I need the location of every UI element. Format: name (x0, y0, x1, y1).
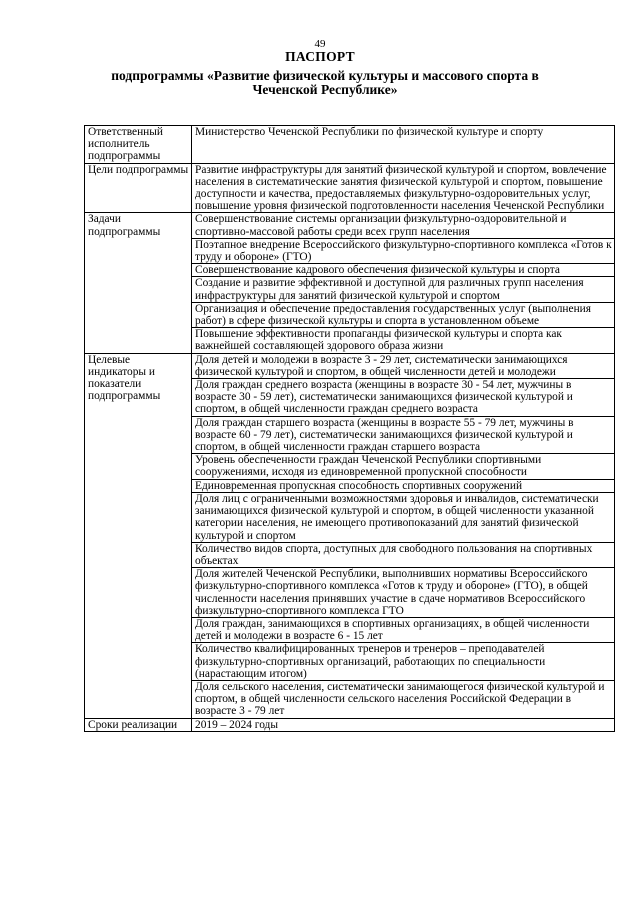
task-item-cell (192, 213, 615, 238)
indicator-item: Доля жителей Чеченской Республики, выполнивших нормативы Всероссийского физкультурно-спортивного комплекса «Готов к труду и обороне» (ГТО), в общей численности населения принявших участие в сдаче нормативов Всероссийского физкультурно-спортивного комплекса ГТО (195, 568, 588, 617)
indicator-item-cell (192, 617, 615, 642)
task-item-cell (192, 328, 615, 353)
indicator-item-cell (192, 542, 615, 567)
row-value-cell (192, 718, 615, 731)
indicator-item-cell (192, 492, 615, 542)
table-row (85, 718, 615, 731)
indicator-item-cell (192, 416, 615, 454)
period-value: 2019 – 2024 годы (195, 718, 279, 731)
row-label-cell (85, 213, 192, 353)
indicator-item: Доля сельского населения, систематически занимающегося физической культурой и спортом, в общей численности сельского населения Российской Федерации в возрасте 3 - 79 лет (195, 680, 605, 718)
executor-label: Ответственный исполнитель подпрограммы (88, 126, 164, 163)
task-item-cell (192, 302, 615, 327)
indicator-item-cell (192, 454, 615, 479)
row-value-cell (192, 163, 615, 213)
indicator-item-cell (192, 568, 615, 618)
row-label-cell (85, 353, 192, 718)
table-row (85, 163, 615, 213)
document-title: ПАСПОРТ (285, 49, 355, 64)
indicator-item-cell (192, 643, 615, 681)
row-label-cell (85, 718, 192, 731)
indicator-item: Количество квалифицированных тренеров и тренеров – преподавателей физкультурно-спортивных организаций, работающих по специальности (нарастающим итогом) (195, 643, 546, 680)
task-item: Совершенствование системы организации физкультурно-оздоровительной и спортивно-массовой работы среди всех групп населения (195, 213, 567, 238)
indicator-item: Доля детей и молодежи в возрасте 3 - 29 лет, систематически занимающихся физической культурой и спортом, в общей численности детей и молодежи (195, 353, 568, 378)
indicator-item: Доля граждан, занимающихся в спортивных организациях, в общей численности детей и молодежи в возрасте 6 - 15 лет (195, 617, 590, 643)
passport-table (84, 125, 615, 732)
row-value-cell (192, 126, 615, 164)
task-item: Поэтапное внедрение Всероссийского физкультурно-спортивного комплекса «Готов к труду и обороне» (ГТО) (195, 238, 612, 264)
period-label: Сроки реализации (88, 718, 178, 731)
page-number: 49 (314, 38, 326, 50)
indicator-item: Доля граждан среднего возраста (женщины в возрасте 30 - 54 лет, мужчины в возрасте 30 - 59 лет), систематически занимающихся физической культурой и спортом, в общей численности граждан среднего возраста (195, 379, 573, 416)
task-item: Совершенствование кадрового обеспечения физической культуры и спорта (195, 264, 560, 277)
task-item: Организация и обеспечение предоставления государственных услуг (выполнения работ) в сфере физической культуры и спорта в установленном объеме (195, 302, 592, 328)
tasks-label: Задачи подпрограммы (88, 213, 161, 238)
indicators-label: Целевые индикаторы и показатели подпрограммы (88, 353, 161, 403)
indicator-item: Единовременная пропускная способность спортивных сооружений (195, 479, 523, 492)
document-subtitle: подпрограммы «Развитие физической культуры и массового спорта в Чеченской Республике» (111, 68, 539, 97)
goals-label: Цели подпрограммы (88, 163, 189, 176)
table-row (85, 126, 615, 164)
table-row (85, 353, 615, 378)
indicator-item: Количество видов спорта, доступных для свободного пользования на спортивных объектах (195, 542, 593, 567)
task-item: Повышение эффективности пропаганды физической культуры и спорта как важнейшей составляющей здорового образа жизни (195, 328, 562, 353)
goals-value: Развитие инфраструктуры для занятий физической культурой и спортом, вовлечение населения в систематические занятия физической культурой и спортом, повышение доступности и качества, предоставляемых физкультурно-оздоровительных услуг, повышение уровня физической подготовленности населения Чеченской Республики (195, 163, 607, 213)
task-item-cell (192, 238, 615, 263)
indicator-item-cell (192, 680, 615, 718)
indicator-item-cell (192, 479, 615, 492)
table-row (85, 213, 615, 238)
executor-value: Министерство Чеченской Республики по физической культуре и спорту (195, 126, 544, 138)
indicator-item-cell (192, 353, 615, 378)
indicator-item: Доля лиц с ограниченными возможностями здоровья и инвалидов, систематически занимающихся физической культурой и спортом, в общей численности указанной категории населения, не имеющего противопоказаний для занятий физической культурой и спортом (195, 492, 599, 542)
row-label-cell (85, 163, 192, 213)
task-item: Создание и развитие эффективной и доступной для различных групп населения инфраструктуры для занятий физической культурой и спортом (195, 277, 584, 302)
indicator-item: Доля граждан старшего возраста (женщины в возрасте 55 - 79 лет, мужчины в возрасте 60 - 79 лет), систематически занимающихся физической культурой и спортом, в общей численности граждан старшего возраста (195, 416, 574, 454)
row-label-cell (85, 126, 192, 164)
task-item-cell (192, 277, 615, 302)
indicator-item-cell (192, 379, 615, 417)
indicator-item: Уровень обеспеченности граждан Чеченской Республики спортивными сооружениями, исходя из единовременной пропускной способности (195, 454, 542, 479)
task-item-cell (192, 264, 615, 277)
